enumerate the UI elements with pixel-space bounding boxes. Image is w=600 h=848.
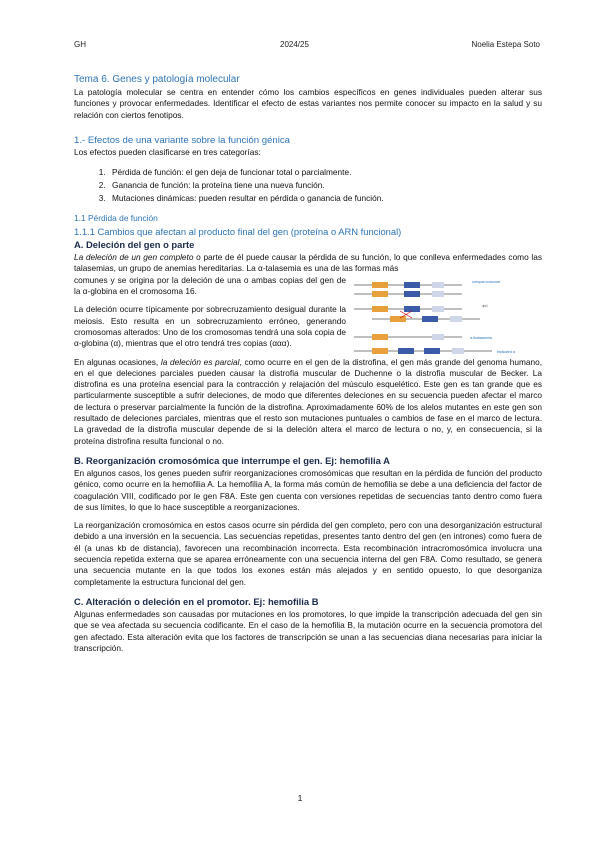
italic-phrase: la deleción es parcial xyxy=(160,356,240,367)
subsection-1-1-1-heading: 1.1.1 Cambios que afectan al producto final del gen (proteína o ARN funcional) xyxy=(74,226,402,238)
page-header xyxy=(74,40,540,52)
part-a-heading: A. Deleción del gen o parte xyxy=(74,239,195,251)
part-c-paragraph-1: Algunas enfermedades son causadas por mutaciones en los promotores, lo que impide la transcripción adecuada del gen sin que se vea afectada su secuencia codificante. En el caso de la hemofilia B, la mutación ocurre en la secuencia promotora del gen afectado. Esta alteración evita que los factores de transcripción se unan a las secuencias diana necesarias para iniciar la transcripción. xyxy=(74,608,542,653)
part-a-paragraph-1: La deleción de un gen completo o parte de él puede causar la pérdida de su función, lo que conlleva enfermedades como las talasemias, un grupo de anemias hereditarias. La α-talasemia es una de las formas más xyxy=(74,252,542,274)
section-1-heading: 1.- Efectos de una variante sobre la función génica xyxy=(74,134,290,146)
list-item: 1. Pérdida de función: el gen deja de funcionar total o parcialmente. xyxy=(108,166,542,179)
part-b-paragraph-2: La reorganización cromosómica en estos casos ocurre sin pérdida del gen completo, pero con una desorganización estructural debido a una inversión en la secuencia. Las secuencias repetidas, presentes tanto dentro del gen (en intrones) como fuera de él (a unas kb de distancia), favorecen una recombinación incorrecta. Esta recombinación intracromosómica involucra una secuencia repetida externa que se aparea erróneamente con una secuencia interna del gen F8A. Como resultado, se genera una secuencia mutante en la que todos los exones están más alejados y en sentido opuesto, lo que desorganiza completamente la estructura funcional del gen. xyxy=(74,520,542,587)
italic-phrase: La deleción de un gen completo xyxy=(74,252,194,263)
chromosome-pair-top xyxy=(354,282,462,297)
list-item: 2. Ganancia de función: la proteína tiene una nueva función. xyxy=(108,179,542,192)
part-a-paragraph-1-cont: comunes y se origina por la deleción de una o ambas copias del gen de la α-globina en el cromosoma 16. xyxy=(74,274,346,297)
topic-title: Tema 6. Genes y patología molecular xyxy=(74,74,240,85)
header-left: GH xyxy=(74,40,86,49)
part-b-paragraph-1: En algunos casos, los genes pueden sufrir reorganizaciones cromosómicas que resultan en la pérdida de función del producto génico, como ocurre en la hemofilia A. La hemofilia A, la forma más común de hemofilia se debe a una deficiencia del factor de coagulación VIII, codificado por le gen F8A. Este gen cuenta con versiones repetidas de secuencias tanto dentro como fuera de sus límites, lo que lo hace susceptible a reorganizaciones. xyxy=(74,467,542,512)
part-a-paragraph-2: La deleción ocurre típicamente por sobrecruzamiento desigual durante la meiosis. Esto resulta en un sobrecruzamiento erróneo, generando cromosomas alterados: Uno de los cromosomas tendrá una sola copia de α-globina (α), mientras que el otro tendrá tres copias (ααα). xyxy=(74,304,346,349)
intro-paragraph: La patología molecular se centra en entender cómo los cambios específicos en genes individuales pueden alterar sus funciones y provocar enfermedades. Identificar el efecto de estas variantes nos permite conocer su impacto en la salud y su relación con ciertos fenotipos. xyxy=(74,87,542,120)
figure-label: α-thalassemia xyxy=(470,335,492,340)
header-center: 2024/25 xyxy=(280,40,309,49)
unequal-crossover-figure xyxy=(352,275,542,363)
figure-label: triplicated α xyxy=(497,349,515,354)
figure-label: unequal crossover xyxy=(472,279,501,284)
document-body xyxy=(74,74,542,654)
figure-label: ψα1 xyxy=(482,303,488,308)
subsection-1-1-heading: 1.1 Pérdida de función xyxy=(74,213,158,224)
header-right: Noelia Estepa Soto xyxy=(471,40,540,49)
page-number: 1 xyxy=(297,793,303,803)
part-c-heading: C. Alteración o deleción en el promotor. Ej: hemofilia B xyxy=(74,595,319,607)
crossover-step xyxy=(354,306,480,322)
part-b-heading: B. Reorganización cromosómica que interrumpe el gen. Ej: hemofilia A xyxy=(74,454,390,466)
effects-list xyxy=(74,166,542,205)
list-item: 3. Mutaciones dinámicas: pueden resultar en pérdida o ganancia de función. xyxy=(108,192,542,205)
section-1-lead: Los efectos pueden clasificarse en tres categorías: xyxy=(74,146,261,157)
figure-row xyxy=(74,274,542,354)
part-a-paragraph-3: En algunas ocasiones, la deleción es parcial, como ocurre en el gen de la distrofina, el gen más grande del genoma humano, en el que deleciones parciales pueden causar la distrofia muscular de Duchenne o la distrofia muscular de Becker. La distrofina es una proteína esencial para la contracción y relajación del músculo esquelético. Este gen es tan grande que es particularmente susceptible a sufrir deleciones, de modo que diferentes deleciones en su secuencia pueden afectar el marco de lectura o preservar parcialmente la función de la distrofina. Aproximadamente 60% de los alelos mutantes en este gen son resultado de deleciones parciales, mientras que el resto son mutaciones puntuales o cambios de fase en el marco de lectura. La gravedad de la distrofia muscular depende de si la deleción altera el marco de lectura o no, y, en consecuencia, si la proteína distrofina resulta funcional o no. xyxy=(74,356,543,446)
